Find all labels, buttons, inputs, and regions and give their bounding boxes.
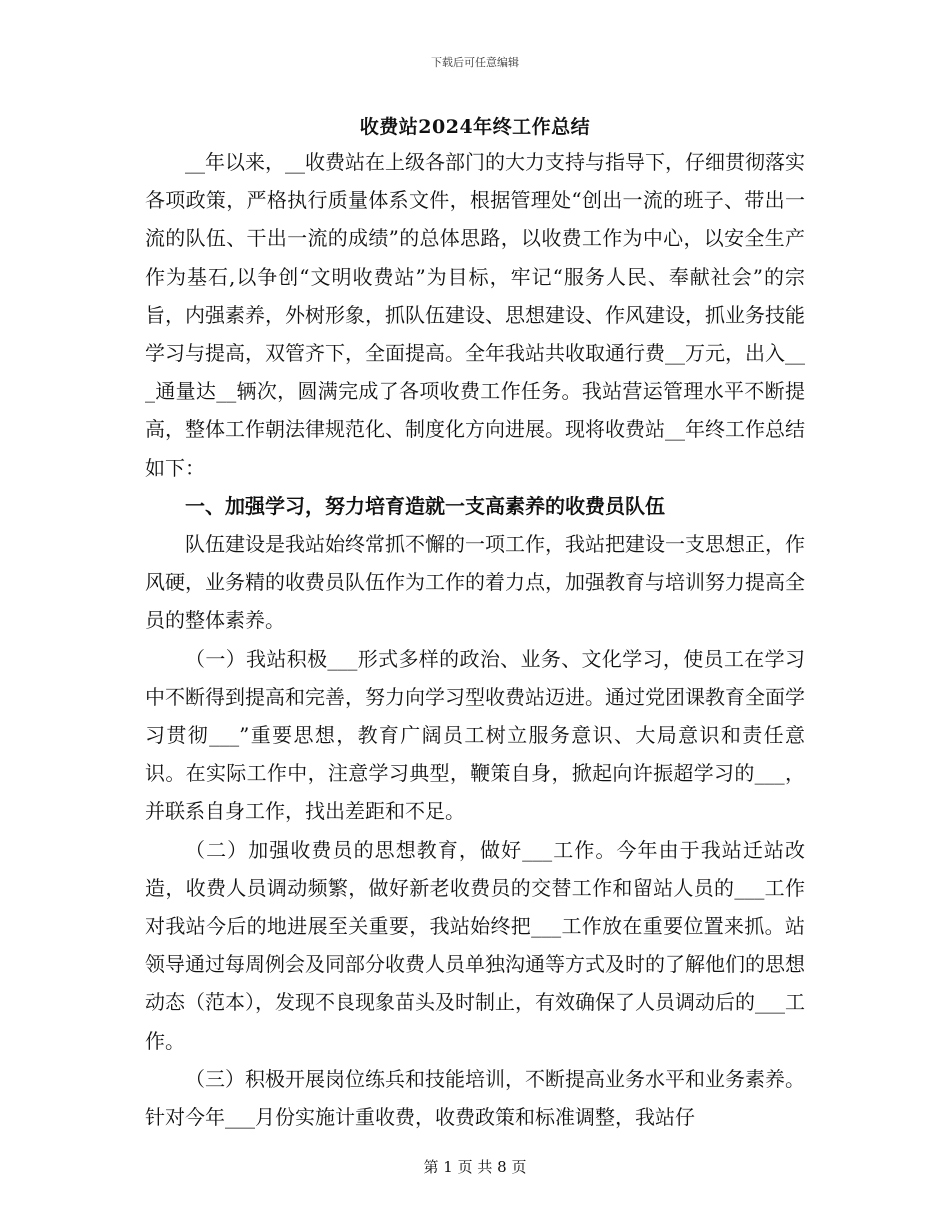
subsection-3-paragraph: （三）积极开展岗位练兵和技能培训，不断提高业务水平和业务素养。针对今年___月份实施计重收费，收费政策和标准调整，我站仔: [145, 1066, 805, 1130]
page-header-note: 下载后可任意编辑: [431, 56, 519, 69]
section-heading-1: 一、加强学习，努力培育造就一支高素养的收费员队伍: [185, 493, 665, 518]
intro-paragraph: __年以来，__收费站在上级各部门的大力支持与指导下，仔细贯彻落实各项政策，严格执行质量体系文件，根据管理处“创出一流的班子、带出一流的队伍、干出一流的成绩”的总体思路，以收费工作为中心，以安全生产作为基石,以争创“文明收费站”为目标，牢记“服务人民、奉献社会”的宗旨，内强素养，外树形象，抓队伍建设、思想建设、作风建设，抓业务技能学习与提高，双管齐下，全面提高。全年我站共收取通行费__万元，出入___通量达__辆次，圆满完成了各项收费工作任务。我站营运管理水平不断提高，整体工作朝法律规范化、制度化方向进展。现将收费站__年终工作总结如下：: [145, 150, 805, 480]
subsection-1-paragraph: （一）我站积极___形式多样的政治、业务、文化学习，使员工在学习中不断得到提高和完善，努力向学习型收费站迈进。通过党团课教育全面学习贯彻___”重要思想，教育广阔员工树立服务意识、大局意识和责任意识。在实际工作中，注意学习典型，鞭策自身，掀起向许振超学习的___，并联系自身工作，找出差距和不足。: [145, 646, 805, 824]
subsection-2-paragraph: （二）加强收费员的思想教育，做好___工作。今年由于我站迁站改造，收费人员调动频繁，做好新老收费员的交替工作和留站人员的___工作对我站今后的地进展至关重要，我站始终把___工作放在重要位置来抓。站领导通过每周例会及同部分收费人员单独沟通等方式及时的了解他们的思想动态（范本），发现不良现象苗头及时制止，有效确保了人员调动后的___工作。: [145, 837, 805, 1053]
document-body: [145, 112, 805, 1136]
page-number: 第 1 页 共 8 页: [423, 1158, 527, 1176]
section-1-paragraph: 队伍建设是我站始终常抓不懈的一项工作，我站把建设一支思想正，作风硬，业务精的收费员队伍作为工作的着力点，加强教育与培训努力提高全员的整体素养。: [145, 532, 805, 633]
document-title: 收费站2024年终工作总结: [359, 116, 591, 138]
